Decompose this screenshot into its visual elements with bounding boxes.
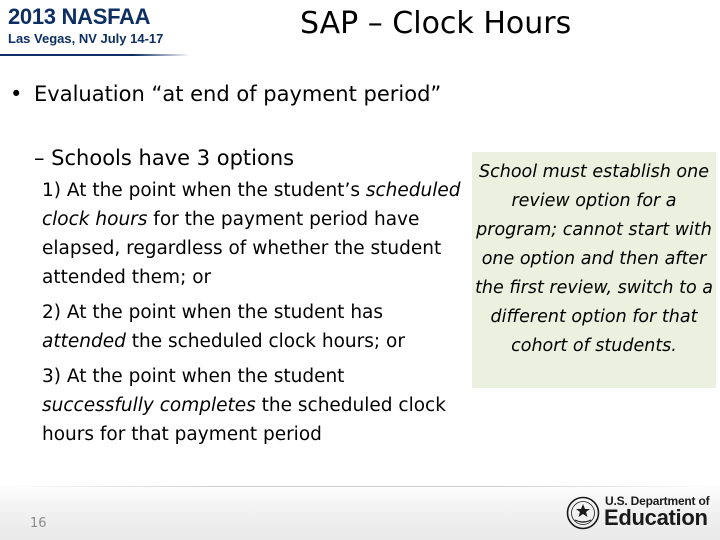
option-text: 2) At the point when the student has: [42, 302, 384, 323]
header: [0, 0, 720, 62]
option-emphasis: successfully completes: [42, 395, 256, 416]
slide-number: 16: [30, 516, 47, 531]
bullet-level-1: [10, 80, 460, 109]
option-item-2: [42, 298, 462, 356]
conference-logo: [0, 0, 240, 56]
option-text: the scheduled clock hours; or: [125, 331, 405, 352]
option-text: 1) At the point when the student’s: [42, 180, 366, 201]
option-item-3: [42, 362, 462, 449]
option-text: for the payment period have elapsed, regardless of whether the student attended them; or: [42, 209, 442, 288]
footer-divider: [0, 486, 720, 487]
option-text: the scheduled clock hours for that payment period: [42, 395, 446, 445]
logo-title: 2013 NASFAA: [8, 4, 151, 29]
option-emphasis: scheduled clock hours: [42, 180, 461, 230]
slide-title: SAP – Clock Hours: [300, 6, 572, 41]
option-text: 3) At the point when the student: [42, 366, 345, 387]
logo-subtitle: Las Vegas, NV July 14-17: [8, 31, 164, 46]
option-emphasis: attended: [42, 331, 126, 352]
note-box: [472, 152, 716, 388]
option-item-1: [42, 176, 462, 292]
department-seal-icon: [566, 496, 600, 530]
bullet-text: Evaluation “at end of payment period”: [34, 82, 442, 106]
note-text: School must establish one review option for a program; cannot start with one option and then after the first review, switch to a different option for that cohort of students.: [475, 162, 713, 356]
department-name-big: Education: [604, 505, 708, 530]
logo-underline: [0, 54, 190, 56]
bullet-level-2: – Schools have 3 options: [34, 146, 295, 170]
department-name-small: U.S. Department of: [605, 494, 710, 508]
bullet-dot-icon: •: [10, 82, 23, 106]
options-list: [42, 176, 462, 455]
